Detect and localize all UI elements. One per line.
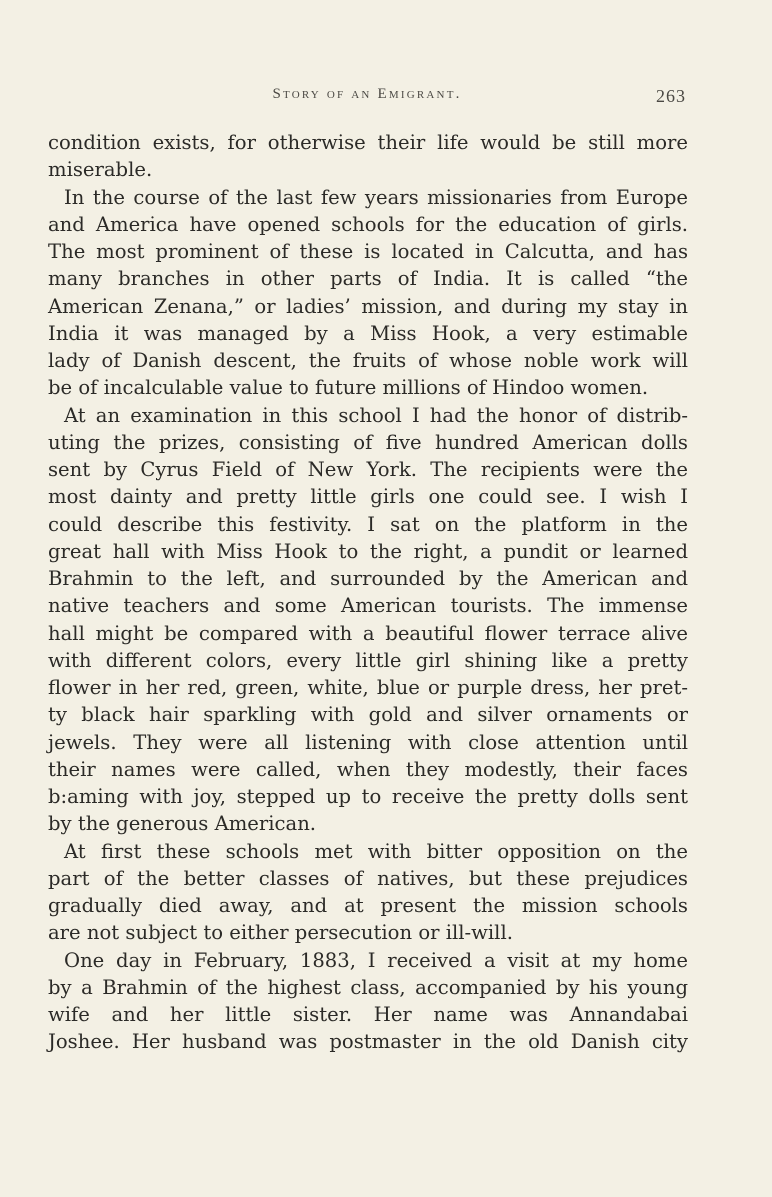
text-line: by a Brahmin of the highest class, accompanied by his young <box>48 975 688 999</box>
text-line: be of incalculable value to future millions of Hindoo women. <box>48 376 649 400</box>
text-line: flower in her red, green, white, blue or purple dress, her pret- <box>48 676 688 699</box>
text-line: hall might be compared with a beautiful flower terrace alive <box>48 621 688 645</box>
text-line: many branches in other parts of India. It is called “the <box>48 267 688 291</box>
text-line: most dainty and pretty little girls one could see. I wish I <box>48 485 688 509</box>
text-line: Joshee. Her husband was postmaster in the old Danish city <box>48 1030 688 1054</box>
text-line: part of the better classes of natives, but these prejudices <box>48 866 688 890</box>
text-line: At first these schools met with bitter opposition on the <box>64 839 688 863</box>
text-line: could describe this festivity. I sat on the platform in the <box>48 512 688 536</box>
text-line: In the course of the last few years missionaries from Europe <box>64 185 688 209</box>
running-head: Story of an Emigrant. <box>272 86 462 102</box>
text-line: lady of Danish descent, the fruits of whose noble work will <box>48 349 688 372</box>
text-line: b:aming with joy, stepped up to receive the pretty dolls sent <box>48 785 688 808</box>
text-line: gradually died away, and at present the mission schools <box>48 894 688 917</box>
text-line: The most prominent of these is located in Calcutta, and has <box>48 240 688 263</box>
body-text <box>48 129 688 1056</box>
text-line: Brahmin to the left, and surrounded by the American and <box>48 567 688 590</box>
text-line: One day in February, 1883, I received a visit at my home <box>64 948 688 972</box>
text-line: wife and her little sister. Her name was Annandabai <box>48 1003 688 1026</box>
text-line: are not subject to either persecution or ill-will. <box>48 921 513 945</box>
text-line: sent by Cyrus Field of New York. The recipients were the <box>48 458 688 481</box>
text-line: miserable. <box>48 158 153 182</box>
text-line: by the generous American. <box>48 812 317 836</box>
text-line: with different colors, every little girl shining like a pretty <box>48 648 688 672</box>
text-line: and America have opened schools for the education of girls. <box>48 212 688 236</box>
text-line: India it was managed by a Miss Hook, a very estimable <box>48 321 688 345</box>
text-line: ty black hair sparkling with gold and silver ornaments or <box>48 703 688 727</box>
text-line: condition exists, for otherwise their life would be still more <box>48 131 688 154</box>
page-number: 263 <box>656 86 686 106</box>
text-line: native teachers and some American tourists. The immense <box>48 594 688 618</box>
text-line: American Zenana,” or ladies’ mission, and during my stay in <box>48 294 688 318</box>
text-line: uting the prizes, consisting of five hundred American dolls <box>48 430 688 454</box>
text-line: At an examination in this school I had the honor of distrib- <box>64 403 688 427</box>
page-header <box>48 86 686 110</box>
text-line: jewels. They were all listening with close attention until <box>48 730 688 754</box>
text-line: their names were called, when they modestly, their faces <box>48 757 688 781</box>
text-line: great hall with Miss Hook to the right, a pundit or learned <box>48 539 688 563</box>
